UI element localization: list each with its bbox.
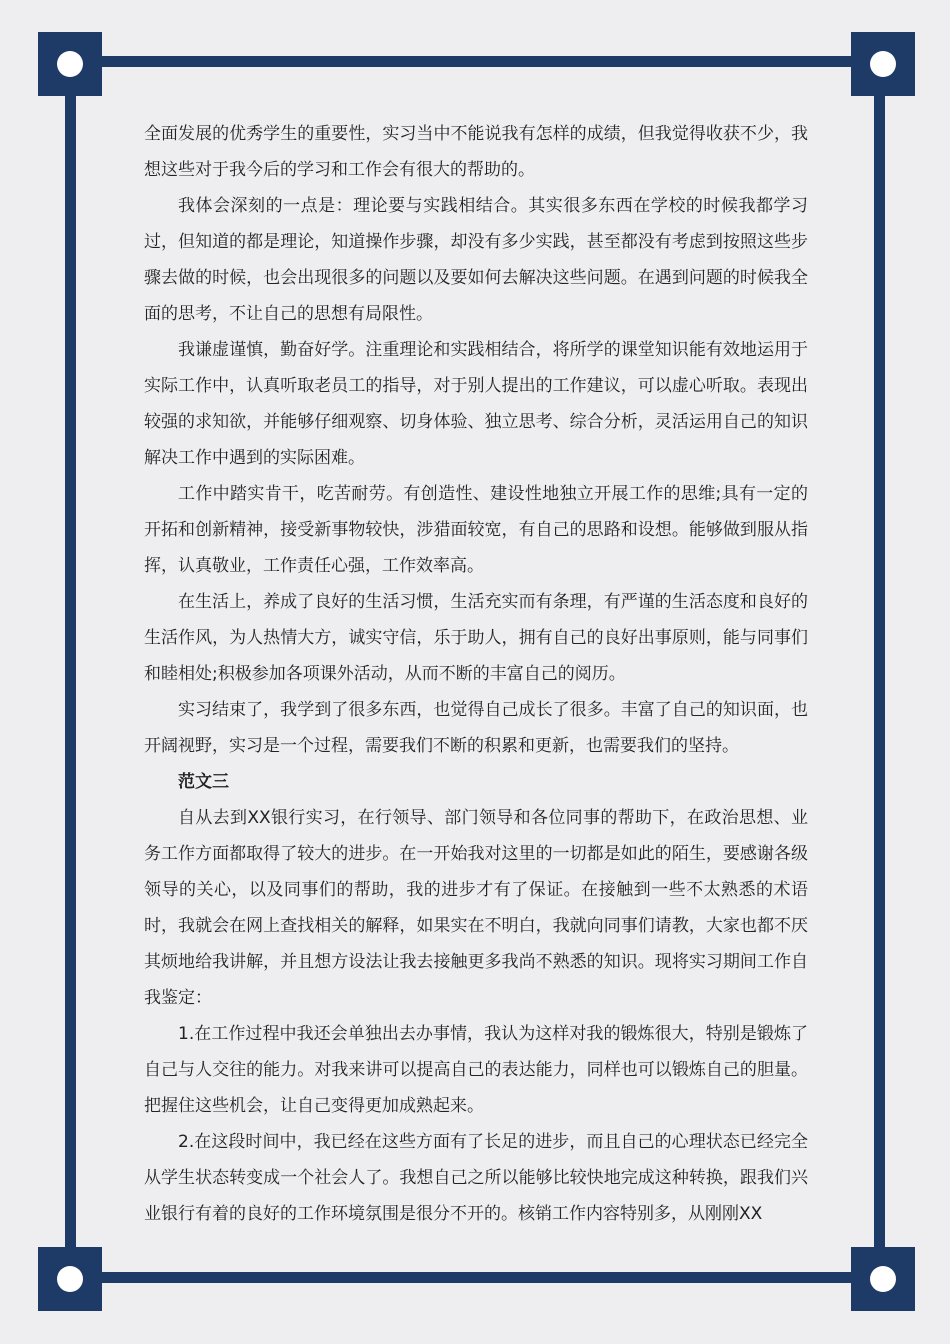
corner-dot-icon (57, 1266, 83, 1292)
frame-corner-bottom-right (851, 1247, 915, 1311)
paragraph: 全面发展的优秀学生的重要性，实习当中不能说我有怎样的成绩，但我觉得收获不少，我想这些对于我今后的学习和工作会有很大的帮助的。 (144, 124, 808, 180)
frame-top-border (73, 56, 877, 67)
frame-bottom-border (73, 1272, 877, 1283)
frame-corner-top-left (38, 32, 102, 96)
paragraph: 自从去到XX银行实习，在行领导、部门领导和各位同事的帮助下，在政治思想、业务工作方面都取得了较大的进步。在一开始我对这里的一切都是如此的陌生，要感谢各级领导的关心，以及同事们的帮助，我的进步才有了保证。在接触到一些不太熟悉的术语时，我就会在网上查找相关的解释，如果实在不明白，我就向同事们请教，大家也都不厌其烦地给我讲解，并且想方设法让我去接触更多我尚不熟悉的知识。现将实习期间工作自我鉴定： (144, 808, 808, 1008)
paragraph: 在生活上，养成了良好的生活习惯，生活充实而有条理，有严谨的生活态度和良好的生活作风，为人热情大方，诚实守信，乐于助人，拥有自己的良好出事原则，能与同事们和睦相处;积极参加各项课外活动，从而不断的丰富自己的阅历。 (144, 592, 808, 684)
paragraph: 工作中踏实肯干，吃苦耐劳。有创造性、建设性地独立开展工作的思维;具有一定的开拓和创新精神，接受新事物较快，涉猎面较宽，有自己的思路和设想。能够做到服从指挥，认真敬业，工作责任心强，工作效率高。 (144, 484, 808, 576)
paragraph: 我谦虚谨慎，勤奋好学。注重理论和实践相结合，将所学的课堂知识能有效地运用于实际工作中，认真听取老员工的指导，对于别人提出的工作建议，可以虚心听取。表现出较强的求知欲，并能够仔细观察、切身体验、独立思考、综合分析，灵活运用自己的知识解决工作中遇到的实际困难。 (144, 340, 808, 468)
section-heading: 范文三 (178, 772, 229, 792)
paragraph: 1.在工作过程中我还会单独出去办事情，我认为这样对我的锻炼很大，特别是锻炼了自己与人交往的能力。对我来讲可以提高自己的表达能力，同样也可以锻炼自己的胆量。把握住这些机会，让自己变得更加成熟起来。 (144, 1024, 808, 1116)
paragraph: 我体会深刻的一点是：理论要与实践相结合。其实很多东西在学校的时候我都学习过，但知道的都是理论，知道操作步骤，却没有多少实践，甚至都没有考虑到按照这些步骤去做的时候，也会出现很多的问题以及要如何去解决这些问题。在遇到问题的时候我全面的思考，不让自己的思想有局限性。 (144, 196, 808, 324)
paragraph: 实习结束了，我学到了很多东西，也觉得自己成长了很多。丰富了自己的知识面，也开阔视野，实习是一个过程，需要我们不断的积累和更新，也需要我们的坚持。 (144, 700, 808, 756)
corner-dot-icon (870, 1266, 896, 1292)
corner-dot-icon (57, 51, 83, 77)
document-body (144, 116, 808, 1232)
paragraph: 2.在这段时间中，我已经在这些方面有了长足的进步，而且自己的心理状态已经完全从学生状态转变成一个社会人了。我想自己之所以能够比较快地完成这种转换，跟我们兴业银行有着的良好的工作环境氛围是很分不开的。核销工作内容特别多，从刚刚XX (144, 1132, 808, 1224)
frame-right-border (874, 64, 885, 1278)
frame-corner-bottom-left (38, 1247, 102, 1311)
corner-dot-icon (870, 51, 896, 77)
frame-left-border (65, 64, 76, 1278)
frame-corner-top-right (851, 32, 915, 96)
